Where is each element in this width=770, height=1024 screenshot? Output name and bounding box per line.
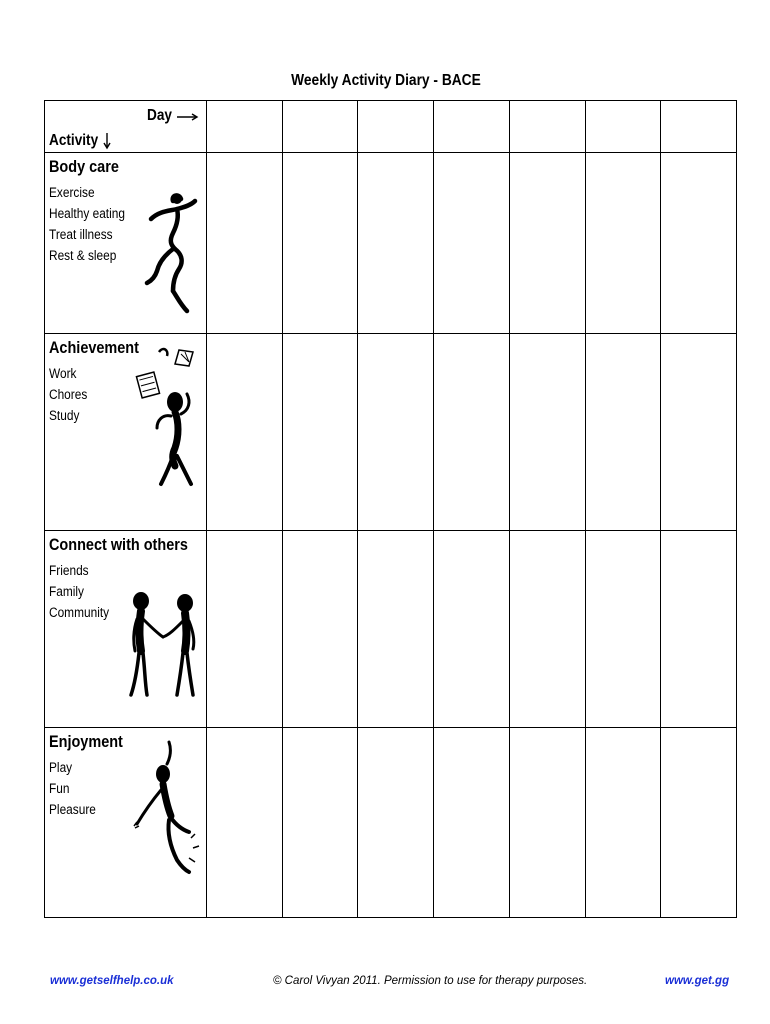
diary-entry-cell[interactable] — [358, 531, 434, 728]
category-cell-achievement — [45, 334, 207, 531]
category-row-body-care — [45, 153, 737, 334]
category-row-connect-with-others — [45, 531, 737, 728]
diary-entry-cell[interactable] — [434, 531, 510, 728]
arrow-right-icon — [176, 113, 200, 121]
category-item: Friends — [49, 563, 89, 578]
category-items — [49, 182, 125, 266]
juggling-figure-icon — [135, 344, 201, 490]
diary-entry-cell[interactable] — [585, 531, 661, 728]
category-item: Chores — [49, 387, 88, 402]
category-item: Treat illness — [49, 227, 113, 242]
diary-entry-cell[interactable] — [661, 334, 737, 531]
handshake-figures-icon — [127, 591, 199, 703]
activity-diary-table — [44, 100, 737, 918]
category-cell-connect-with-others — [45, 531, 207, 728]
diary-entry-cell[interactable] — [282, 531, 358, 728]
day-column-7-header[interactable] — [661, 101, 737, 153]
diary-entry-cell[interactable] — [661, 153, 737, 334]
exercising-figure-icon — [143, 193, 199, 315]
category-items — [49, 363, 87, 426]
diary-entry-cell[interactable] — [661, 728, 737, 918]
diary-entry-cell[interactable] — [207, 334, 283, 531]
day-column-6-header[interactable] — [585, 101, 661, 153]
diary-entry-cell[interactable] — [434, 728, 510, 918]
copyright-notice: © Carol Vivyan 2011. Permission to use for therapy purposes. — [273, 975, 588, 987]
jumping-figure-icon — [133, 738, 203, 878]
diary-entry-cell[interactable] — [661, 531, 737, 728]
diary-entry-cell[interactable] — [358, 334, 434, 531]
diary-entry-cell[interactable] — [207, 531, 283, 728]
header-row — [45, 101, 737, 153]
day-column-5-header[interactable] — [509, 101, 585, 153]
activity-label: Activity — [49, 132, 99, 149]
category-title: Connect with others — [49, 535, 188, 554]
diary-entry-cell[interactable] — [207, 728, 283, 918]
category-cell-enjoyment — [45, 728, 207, 918]
day-column-2-header[interactable] — [282, 101, 358, 153]
diary-entry-cell[interactable] — [509, 334, 585, 531]
category-item: Work — [49, 366, 77, 381]
category-item: Study — [49, 408, 80, 423]
diary-entry-cell[interactable] — [585, 153, 661, 334]
category-items — [49, 757, 96, 820]
category-row-enjoyment — [45, 728, 737, 918]
getselfhelp-link[interactable]: www.getselfhelp.co.uk — [50, 975, 174, 987]
diary-entry-cell[interactable] — [207, 153, 283, 334]
diary-entry-cell[interactable] — [434, 334, 510, 531]
arrow-down-icon — [103, 132, 111, 150]
diary-entry-cell[interactable] — [509, 728, 585, 918]
diary-entry-cell[interactable] — [282, 728, 358, 918]
diary-entry-cell[interactable] — [585, 334, 661, 531]
day-column-1-header[interactable] — [207, 101, 283, 153]
category-item: Exercise — [49, 185, 95, 200]
category-title: Body care — [49, 157, 119, 176]
diary-entry-cell[interactable] — [434, 153, 510, 334]
diary-entry-cell[interactable] — [509, 531, 585, 728]
category-item: Family — [49, 584, 84, 599]
get-gg-link[interactable]: www.get.gg — [665, 975, 730, 987]
category-title: Enjoyment — [49, 732, 123, 751]
category-item: Healthy eating — [49, 206, 125, 221]
diary-entry-cell[interactable] — [358, 153, 434, 334]
diary-entry-cell[interactable] — [282, 153, 358, 334]
category-row-achievement — [45, 334, 737, 531]
day-column-3-header[interactable] — [358, 101, 434, 153]
category-item: Pleasure — [49, 802, 96, 817]
diary-entry-cell[interactable] — [358, 728, 434, 918]
category-items — [49, 560, 109, 623]
diary-entry-cell[interactable] — [509, 153, 585, 334]
day-label: Day — [147, 107, 172, 124]
category-item: Play — [49, 760, 73, 775]
category-item: Fun — [49, 781, 70, 796]
category-item: Community — [49, 605, 110, 620]
category-title: Achievement — [49, 338, 139, 357]
page-title: Weekly Activity Diary - BACE — [291, 72, 481, 89]
diary-entry-cell[interactable] — [585, 728, 661, 918]
day-column-4-header[interactable] — [434, 101, 510, 153]
category-item: Rest & sleep — [49, 248, 117, 263]
header-corner-cell — [45, 101, 207, 153]
category-cell-body-care — [45, 153, 207, 334]
diary-entry-cell[interactable] — [282, 334, 358, 531]
